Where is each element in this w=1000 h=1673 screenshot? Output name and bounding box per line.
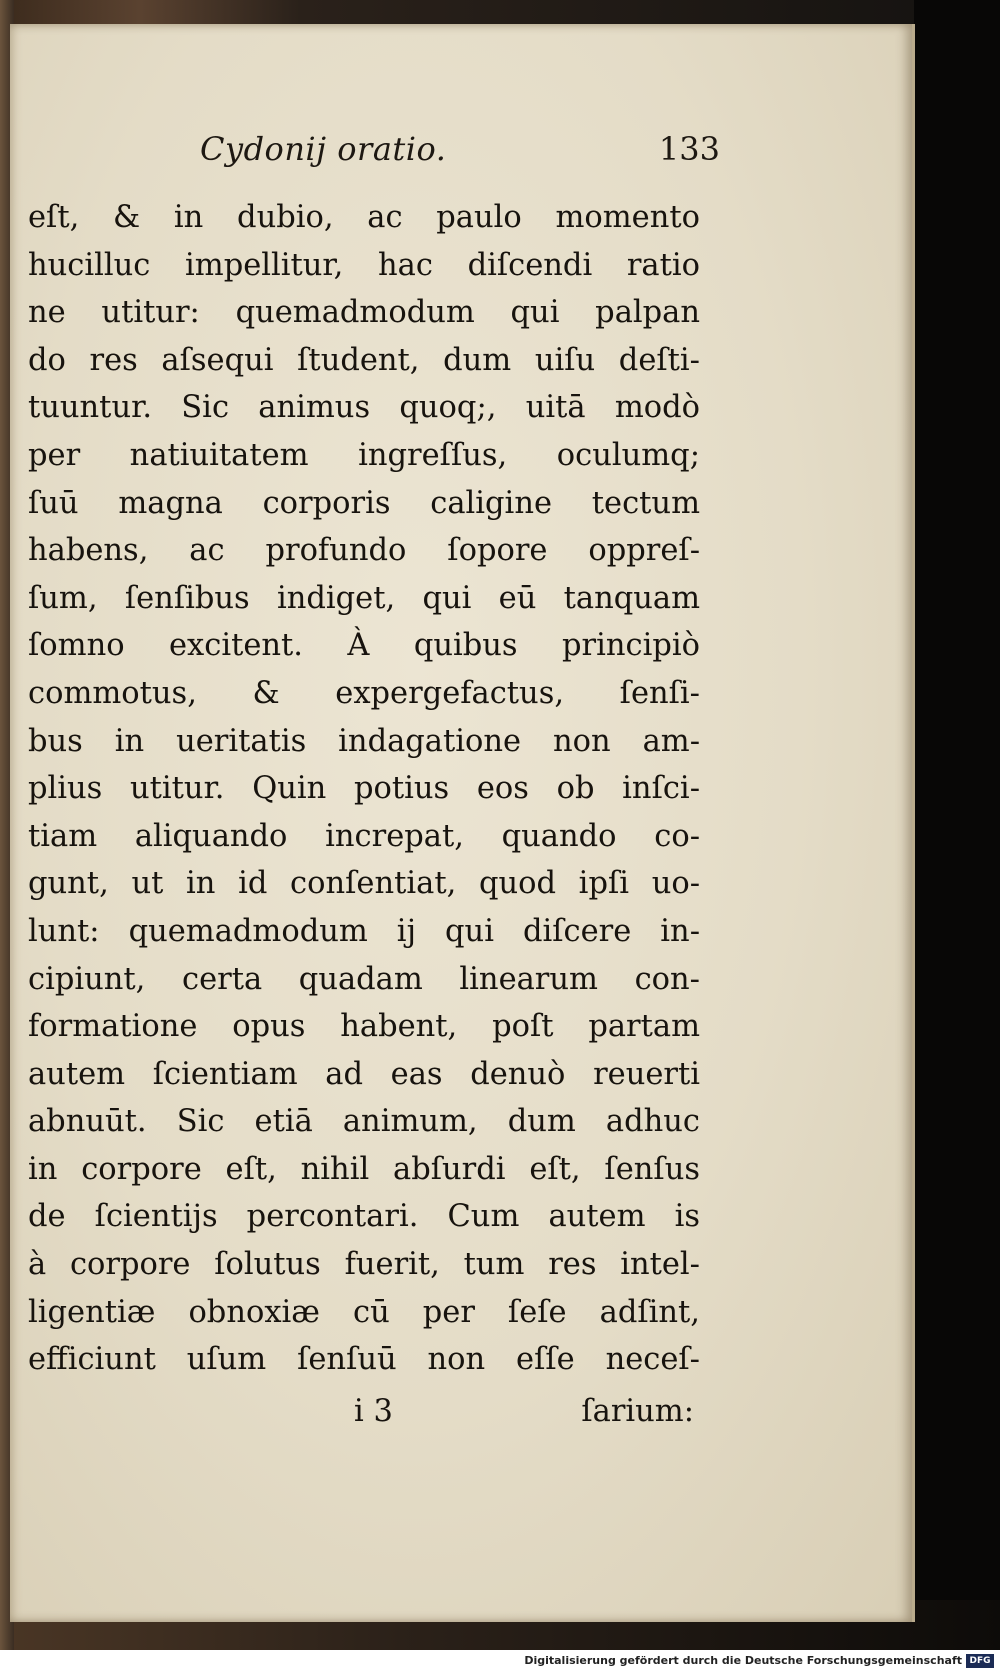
text-line: ſum, ſenſibus indiget, qui eū tanquam [28, 580, 700, 616]
catchword: ſarium: [581, 1394, 694, 1429]
text-line: lunt: quemadmodum ij qui diſcere in- [28, 913, 700, 949]
text-line: ſomno excitent. À quibus principiò [28, 628, 700, 664]
text-line: de ſcientijs percontari. Cum autem is [28, 1199, 700, 1235]
text-line: cipiunt, certa quadam linearum con- [28, 961, 700, 997]
dfg-logo: DFG [966, 1654, 994, 1668]
scan-background-right [914, 0, 1000, 1650]
body-text [28, 194, 700, 1384]
text-line: ne utitur: quemadmodum qui palpan [28, 295, 700, 331]
running-head-title: Cydonij oratio. [200, 130, 447, 168]
text-line: tiam aliquando increpat, quando co- [28, 818, 700, 854]
text-line: ſuū magna corporis caligine tectum [28, 485, 700, 521]
text-line: formatione opus habent, poſt partam [28, 1009, 700, 1045]
page-number: 133 [658, 130, 720, 168]
text-line: per natiuitatem ingreſſus, oculumq; [28, 437, 700, 473]
text-line: bus in ueritatis indagatione non am- [28, 723, 700, 759]
text-line: do res aſsequi ſtudent, dum uiſu deſti- [28, 342, 700, 378]
text-line: ligentiæ obnoxiæ cū per ſeſe adſint, [28, 1294, 700, 1330]
text-line: tuuntur. Sic animus quoq;, uitā modò [28, 390, 700, 426]
funding-credit: Digitalisierung gefördert durch die Deutsche Forschungsgemeinschaft [524, 1654, 962, 1667]
signature-row [28, 1394, 700, 1442]
signature-mark: i 3 [354, 1394, 393, 1429]
running-head [160, 116, 720, 176]
digitization-footer [0, 1650, 1000, 1673]
text-line: hucilluc impellitur, hac diſcendi ratio [28, 247, 700, 283]
text-line: abnuūt. Sic etiā animum, dum adhuc [28, 1104, 700, 1140]
book-top-edge [0, 0, 1000, 26]
text-line: eſt, & in dubio, ac paulo momento [28, 200, 700, 235]
text-line: gunt, ut in id conſentiat, quod ipſi uo- [28, 866, 700, 902]
text-line: commotus, & expergefactus, ſenſi- [28, 675, 700, 711]
book-page [10, 24, 915, 1622]
text-line: efficiunt uſum ſenſuū non eſſe neceſ- [28, 1342, 700, 1378]
text-line: in corpore eſt, nihil abſurdi eſt, ſenſus [28, 1151, 700, 1187]
text-line: à corpore ſolutus fuerit, tum res intel- [28, 1247, 700, 1283]
text-line: plius utitur. Quin potius eos ob inſci- [28, 771, 700, 807]
text-line: autem ſcientiam ad eas denuò reuerti [28, 1056, 700, 1092]
text-line: habens, ac profundo ſopore oppreſ- [28, 533, 700, 569]
